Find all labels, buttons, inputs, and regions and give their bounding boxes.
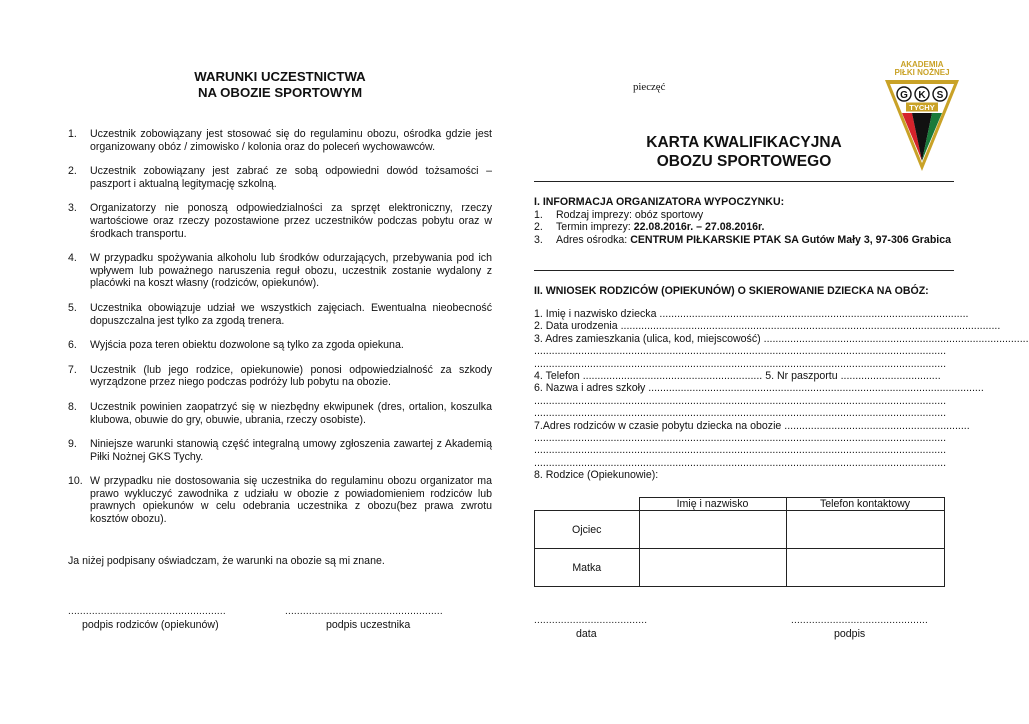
form-field-parents-address-cont[interactable]: ............................................................................................................................................ [534,431,947,444]
rule-text: Uczestnika obowiązuje udział we wszystkich zajęciach. Ewentualna nieobecność dopuszczalna jest tylko za zgodą trenera. [90,301,492,327]
rule-item [68,202,492,240]
organizer-info [534,209,954,246]
rule-text: Uczestnik (lub jego rodzice, opiekunowie) ponosi odpowiedzialność za szkody wyrządzone przez niego podczas podróży lub pobytu na obozie. [90,363,492,389]
rule-number: 10. [68,475,83,488]
rule-text: Uczestnik zobowiązany jest stosować się do regulaminu obozu, ośrodka gdzie jest organizowany obóz / zimowisko / kolonia oraz do poleceń wychowawców. [90,128,492,153]
table-row-mother-label: Matka [535,549,640,587]
section2-title: II. WNIOSEK RODZICÓW (OPIEKUNÓW) O SKIEROWANIE DZIECKA NA OBÓZ: [534,285,929,297]
form-field-phone-passport[interactable]: 4. Telefon ............................................................. 5. Nr paszportu .................................. [534,369,941,382]
stamp-placeholder: pieczęć [633,81,666,93]
rule-item [68,302,492,327]
form-field-school-cont[interactable]: ............................................................................................................................................ [534,407,947,420]
info-row [534,221,954,233]
form-field-address-cont[interactable]: ............................................................................................................................................ [534,345,947,358]
rule-number: 6. [68,339,77,352]
info-value: 22.08.2016r. – 27.08.2016r. [633,221,765,234]
info-label: Rodzaj imprezy: obóz sportowy [556,209,704,221]
rule-item [68,339,492,352]
divider [534,270,954,271]
form-field-address[interactable]: 3. Adres zamieszkania (ulica, kod, miejscowość) .......................................................................................... [534,332,1029,345]
table-cell-mother-phone[interactable] [786,549,944,587]
rule-number: 1. [68,128,77,140]
rules-list [68,128,492,538]
form-field-school-cont[interactable]: ............................................................................................................................................ [534,394,947,407]
divider [534,181,954,182]
rule-text: W przypadku nie dostosowania się uczestnika do regulaminu obozu organizator ma prawo wykluczyć zawodnika z udziału w obozie z powiadomieniem rodziców lub prawnych opiekunów w celu odebrania uczestnika z obozu(bez prawa zwrotu kosztów obozu). [90,475,492,526]
rule-item [68,252,492,290]
card-title [600,133,888,171]
form-field-parents-address[interactable]: 7.Adres rodziców w czasie pobytu dziecka na obozie ............................................................... [534,419,970,432]
section1-title: I. INFORMACJA ORGANIZATORA WYPOCZYNKU: [534,196,785,208]
info-row [534,209,954,221]
rule-number: 5. [68,301,77,314]
rule-text: Organizatorzy nie ponoszą odpowiedzialności za sprzęt elektroniczny, rzeczy wartościowe oraz rzeczy pozostawione przez uczestników podczas pobytu oraz w środkach transportu. [90,202,492,240]
table-header-name: Imię i nazwisko [639,498,786,511]
rule-text: Niniejsze warunki stanowią część integralną umowy zgłoszenia zawartej z Akademią Piłki Nożnej GKS Tychy. [90,438,492,463]
signature-line-parents: ..................................................... [68,606,226,617]
card-title-line1: KARTA KWALIFIKACYJNA [646,134,842,151]
signature-label-date: data [576,628,597,640]
info-value: CENTRUM PIŁKARSKIE PTAK SA Gutów Mały 3, 97-306 Grabica [630,233,952,246]
rule-item [68,128,492,153]
table-header-phone: Telefon kontaktowy [786,498,944,511]
left-title-line1: WARUNKI UCZESTNICTWA [194,69,366,84]
signature-line-date[interactable]: ...................................... [534,615,648,626]
signature-line-sign[interactable]: .............................................. [791,615,929,626]
rule-item [68,364,492,389]
logo-text-top2: PIŁKI NOŻNEJ [894,68,950,77]
rule-text: Wyjścia poza teren obiektu dozwolone są tylko za zgoda opiekuna. [90,339,404,352]
info-number: 2. [534,221,543,234]
form-field-parents-address-cont[interactable]: ............................................................................................................................................ [534,444,947,457]
logo-letter-k: K [918,90,926,101]
rule-number: 3. [68,202,77,215]
rule-text: W przypadku spożywania alkoholu lub środków odurzających, przebywania pod ich wpływem lub poważnego naruszenia reguł obozu, uczestnik zostanie wydalony z placówki na koszt własny (rodziców, opiekunów). [90,252,492,290]
rule-text: Uczestnik powinien zaopatrzyć się w niezbędny ekwipunek (dres, ortalion, koszulka klubowa, obuwie do gry, obuwie, ubrania, rzeczy osobiste). [90,400,492,426]
info-number: 3. [534,233,543,246]
rule-number: 4. [68,252,77,265]
form-field-child-name[interactable]: 1. Imię i nazwisko dziecka ......................................................................................................... [534,308,969,320]
table-row-father-label: Ojciec [535,511,640,549]
signature-line-participant: ..................................................... [285,606,443,617]
left-title [70,69,490,101]
rule-text: Uczestnik zobowiązany jest zabrać ze sobą odpowiedni dowód tożsamości – paszport i aktualną legitymację szkolną. [90,165,492,190]
form-field-parents-address-cont[interactable]: ............................................................................................................................................ [534,456,947,469]
rule-number: 7. [68,363,77,376]
logo-text-top1: AKADEMIA [900,60,944,69]
form-field-guardians-label: 8. Rodzice (Opiekunowie): [534,469,659,482]
table-corner [535,498,640,511]
info-label: Adres ośrodka: [556,233,631,246]
table-cell-father-name[interactable] [639,511,786,549]
table-cell-father-phone[interactable] [786,511,944,549]
info-row [534,234,954,246]
guardians-table [534,497,945,587]
application-form [534,308,1029,482]
acknowledgement-statement: Ja niżej podpisany oświadczam, że warunki na obozie są mi znane. [68,555,385,567]
form-field-school[interactable]: 6. Nazwa i adres szkoły .................................................................................................................. [534,382,984,395]
info-number: 1. [534,209,543,221]
rule-number: 8. [68,400,77,413]
rule-item [68,475,492,525]
rule-number: 2. [68,165,77,178]
signature-label-parents: podpis rodziców (opiekunów) [82,619,219,631]
signature-label-participant: podpis uczestnika [326,619,411,631]
logo-letter-g: G [900,90,908,101]
signature-label-sign: podpis [834,628,866,640]
table-cell-mother-name[interactable] [639,549,786,587]
gks-tychy-logo [882,58,962,177]
logo-text-bottom: TYCHY [909,103,935,112]
rule-item [68,438,492,463]
card-title-line2: OBOZU SPORTOWEGO [656,153,832,170]
rule-number: 9. [68,438,77,451]
form-field-birth-date[interactable]: 2. Data urodzenia ................................................................................................................................. [534,320,1001,333]
logo-emblem-icon [882,58,962,174]
rule-item [68,165,492,190]
left-title-line2: NA OBOZIE SPORTOWYM [197,85,363,100]
form-field-address-cont[interactable]: ............................................................................................................................................ [534,357,947,370]
info-label: Termin imprezy: [556,221,634,234]
rule-item [68,401,492,426]
logo-letter-s: S [936,90,944,101]
